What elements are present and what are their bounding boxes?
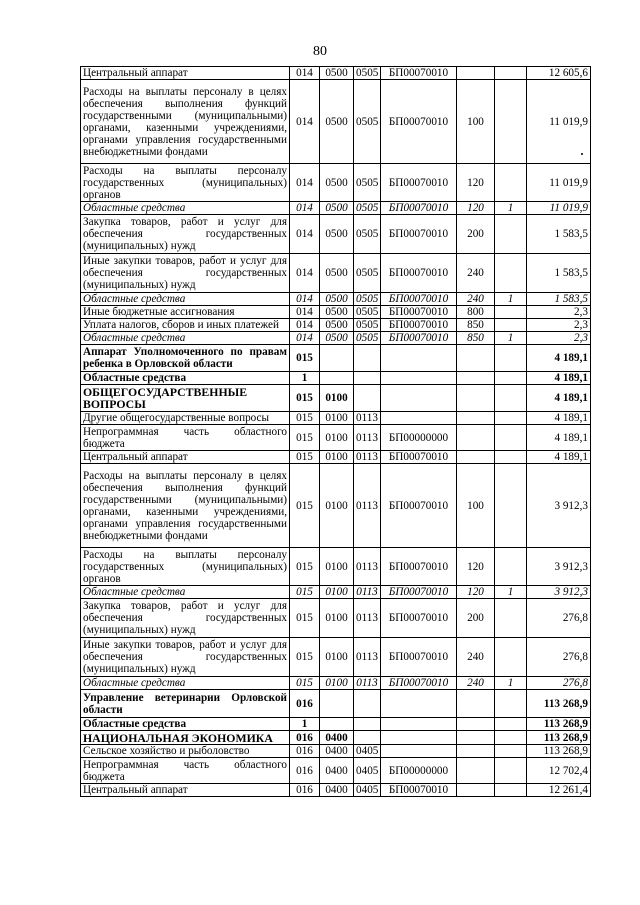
cell-e: 240 <box>457 293 495 306</box>
cell-e <box>457 451 495 464</box>
cell-d <box>381 412 457 425</box>
cell-b: 0500 <box>320 254 354 293</box>
table-row <box>81 745 591 758</box>
table-row <box>81 80 591 164</box>
cell-name: Сельское хозяйство и рыболовство <box>81 745 290 758</box>
cell-a: 1 <box>290 718 320 731</box>
cell-c: 0113 <box>354 548 381 586</box>
table-row <box>81 451 591 464</box>
cell-b <box>320 345 354 372</box>
cell-d: БП00070010 <box>381 784 457 797</box>
cell-e: 200 <box>457 599 495 638</box>
cell-e: 850 <box>457 332 495 345</box>
cell-name: Непрограммная часть областного бюджета <box>81 758 290 784</box>
cell-b: 0100 <box>320 638 354 677</box>
cell-b: 0500 <box>320 164 354 202</box>
table-row <box>81 254 591 293</box>
cell-a: 015 <box>290 345 320 372</box>
cell-a: 015 <box>290 638 320 677</box>
cell-f <box>495 254 527 293</box>
cell-c <box>354 345 381 372</box>
cell-name: Областные средства <box>81 372 290 385</box>
cell-d: БП00070010 <box>381 164 457 202</box>
cell-a: 015 <box>290 677 320 690</box>
cell-e: 120 <box>457 586 495 599</box>
cell-name: Областные средства <box>81 332 290 345</box>
cell-b: 0500 <box>320 67 354 80</box>
cell-e: 850 <box>457 319 495 332</box>
table-row <box>81 345 591 372</box>
cell-d <box>381 718 457 731</box>
cell-d: БП00070010 <box>381 80 457 164</box>
cell-a: 014 <box>290 67 320 80</box>
cell-name: Расходы на выплаты персоналу в целях обеспечения выполнения функций государственными (муниципальными) органами, казенными учреждениями, органами управления государственными внебюджетными фондами <box>81 80 290 164</box>
table-row <box>81 784 591 797</box>
cell-name: Иные закупки товаров, работ и услуг для обеспечения государственных (муниципальных) нужд <box>81 638 290 677</box>
cell-a: 016 <box>290 784 320 797</box>
cell-b <box>320 372 354 385</box>
cell-g: 276,8 <box>527 599 591 638</box>
cell-name: Расходы на выплаты персоналу государственных (муниципальных) органов <box>81 164 290 202</box>
cell-g: 3 912,3 <box>527 464 591 548</box>
cell-g: 2,3 <box>527 332 591 345</box>
cell-e: 240 <box>457 677 495 690</box>
cell-c: 0113 <box>354 586 381 599</box>
table-row <box>81 690 591 718</box>
cell-c: 0505 <box>354 215 381 254</box>
table-row <box>81 306 591 319</box>
cell-e <box>457 758 495 784</box>
cell-e: 120 <box>457 164 495 202</box>
cell-b: 0500 <box>320 306 354 319</box>
stray-mark <box>581 153 583 155</box>
table-row <box>81 586 591 599</box>
cell-e <box>457 345 495 372</box>
cell-a: 014 <box>290 202 320 215</box>
cell-g: 11 019,9 <box>527 80 591 164</box>
table-row <box>81 548 591 586</box>
cell-name: Другие общегосударственные вопросы <box>81 412 290 425</box>
cell-d: БП00070010 <box>381 586 457 599</box>
cell-f <box>495 412 527 425</box>
cell-f <box>495 306 527 319</box>
cell-b: 0100 <box>320 677 354 690</box>
cell-g: 4 189,1 <box>527 451 591 464</box>
cell-b: 0100 <box>320 425 354 451</box>
cell-g: 3 912,3 <box>527 548 591 586</box>
budget-table <box>80 66 591 797</box>
table-row <box>81 599 591 638</box>
cell-f <box>495 690 527 718</box>
cell-e <box>457 372 495 385</box>
cell-name: Центральный аппарат <box>81 67 290 80</box>
table-row <box>81 319 591 332</box>
cell-f <box>495 451 527 464</box>
cell-d: БП00070010 <box>381 599 457 638</box>
cell-b: 0100 <box>320 586 354 599</box>
cell-e: 100 <box>457 80 495 164</box>
cell-d: БП00070010 <box>381 451 457 464</box>
cell-c: 0113 <box>354 412 381 425</box>
cell-d: БП00070010 <box>381 254 457 293</box>
cell-c <box>354 718 381 731</box>
cell-a: 014 <box>290 80 320 164</box>
cell-f <box>495 548 527 586</box>
cell-c: 0505 <box>354 202 381 215</box>
cell-g: 12 702,4 <box>527 758 591 784</box>
cell-a: 014 <box>290 319 320 332</box>
cell-g: 113 268,9 <box>527 690 591 718</box>
cell-b: 0500 <box>320 80 354 164</box>
cell-a: 015 <box>290 385 320 412</box>
cell-f <box>495 758 527 784</box>
cell-e <box>457 412 495 425</box>
cell-e: 200 <box>457 215 495 254</box>
cell-d <box>381 345 457 372</box>
cell-d: БП00070010 <box>381 319 457 332</box>
cell-b: 0400 <box>320 758 354 784</box>
cell-c: 0505 <box>354 306 381 319</box>
table-row <box>81 385 591 412</box>
cell-a: 016 <box>290 758 320 784</box>
cell-name: Расходы на выплаты персоналу государственных (муниципальных) органов <box>81 548 290 586</box>
cell-name: Областные средства <box>81 586 290 599</box>
cell-name: Закупка товаров, работ и услуг для обеспечения государственных (муниципальных) нужд <box>81 599 290 638</box>
cell-e: 240 <box>457 638 495 677</box>
cell-name: Управление ветеринарии Орловской области <box>81 690 290 718</box>
cell-c: 0113 <box>354 638 381 677</box>
cell-a: 015 <box>290 599 320 638</box>
cell-g: 12 605,6 <box>527 67 591 80</box>
cell-name: Областные средства <box>81 293 290 306</box>
cell-d: БП00070010 <box>381 306 457 319</box>
cell-g: 11 019,9 <box>527 202 591 215</box>
cell-g: 3 912,3 <box>527 586 591 599</box>
cell-d: БП00070010 <box>381 548 457 586</box>
cell-g: 2,3 <box>527 319 591 332</box>
cell-a: 015 <box>290 464 320 548</box>
cell-d <box>381 385 457 412</box>
cell-d: БП00070010 <box>381 293 457 306</box>
cell-b: 0500 <box>320 202 354 215</box>
cell-a: 015 <box>290 425 320 451</box>
cell-e <box>457 690 495 718</box>
cell-f <box>495 638 527 677</box>
cell-b: 0100 <box>320 599 354 638</box>
cell-name: Областные средства <box>81 677 290 690</box>
table-row <box>81 731 591 745</box>
table-row <box>81 758 591 784</box>
cell-a: 014 <box>290 293 320 306</box>
cell-a: 014 <box>290 306 320 319</box>
cell-b: 0500 <box>320 319 354 332</box>
cell-a: 014 <box>290 332 320 345</box>
cell-g: 2,3 <box>527 306 591 319</box>
cell-a: 014 <box>290 164 320 202</box>
cell-d <box>381 690 457 718</box>
cell-g: 4 189,1 <box>527 425 591 451</box>
cell-b: 0400 <box>320 745 354 758</box>
cell-name: ОБЩЕГОСУДАРСТВЕННЫЕ ВОПРОСЫ <box>81 385 290 412</box>
cell-g: 12 261,4 <box>527 784 591 797</box>
cell-f: 1 <box>495 677 527 690</box>
cell-f <box>495 319 527 332</box>
cell-a: 014 <box>290 215 320 254</box>
cell-d: БП00070010 <box>381 332 457 345</box>
cell-f: 1 <box>495 332 527 345</box>
table-row <box>81 164 591 202</box>
cell-f <box>495 425 527 451</box>
cell-c <box>354 731 381 745</box>
cell-name: Аппарат Уполномоченного по правам ребенка в Орловской области <box>81 345 290 372</box>
page-number: 80 <box>313 44 327 59</box>
cell-e <box>457 718 495 731</box>
table-row <box>81 718 591 731</box>
cell-e <box>457 745 495 758</box>
cell-f <box>495 784 527 797</box>
table-row <box>81 202 591 215</box>
table-row <box>81 425 591 451</box>
cell-c: 0113 <box>354 677 381 690</box>
cell-e: 800 <box>457 306 495 319</box>
table-row <box>81 677 591 690</box>
cell-b: 0100 <box>320 385 354 412</box>
cell-f <box>495 464 527 548</box>
cell-b: 0100 <box>320 412 354 425</box>
cell-c: 0505 <box>354 67 381 80</box>
cell-name: Иные закупки товаров, работ и услуг для обеспечения государственных (муниципальных) нужд <box>81 254 290 293</box>
cell-name: Уплата налогов, сборов и иных платежей <box>81 319 290 332</box>
table-row <box>81 412 591 425</box>
cell-e: 240 <box>457 254 495 293</box>
cell-g: 4 189,1 <box>527 345 591 372</box>
cell-g: 4 189,1 <box>527 385 591 412</box>
cell-c <box>354 372 381 385</box>
cell-c <box>354 385 381 412</box>
cell-g: 276,8 <box>527 677 591 690</box>
cell-e: 120 <box>457 548 495 586</box>
cell-a: 016 <box>290 745 320 758</box>
cell-d: БП00070010 <box>381 202 457 215</box>
cell-a: 015 <box>290 412 320 425</box>
cell-e: 120 <box>457 202 495 215</box>
cell-a: 015 <box>290 586 320 599</box>
cell-f: 1 <box>495 202 527 215</box>
table-row <box>81 293 591 306</box>
cell-f <box>495 718 527 731</box>
cell-d <box>381 745 457 758</box>
cell-f: 1 <box>495 293 527 306</box>
cell-d: БП00000000 <box>381 758 457 784</box>
cell-g: 1 583,5 <box>527 215 591 254</box>
cell-d: БП00070010 <box>381 464 457 548</box>
cell-g: 1 583,5 <box>527 254 591 293</box>
cell-f <box>495 164 527 202</box>
cell-c: 0113 <box>354 599 381 638</box>
cell-d: БП00070010 <box>381 67 457 80</box>
cell-a: 015 <box>290 451 320 464</box>
cell-d: БП00070010 <box>381 638 457 677</box>
cell-f <box>495 372 527 385</box>
cell-name: Центральный аппарат <box>81 784 290 797</box>
cell-e <box>457 425 495 451</box>
cell-c: 0505 <box>354 164 381 202</box>
cell-c: 0405 <box>354 745 381 758</box>
cell-e <box>457 385 495 412</box>
cell-b: 0400 <box>320 731 354 745</box>
cell-f <box>495 345 527 372</box>
cell-d: БП00000000 <box>381 425 457 451</box>
cell-d <box>381 731 457 745</box>
cell-c: 0505 <box>354 332 381 345</box>
table-row <box>81 215 591 254</box>
cell-g: 11 019,9 <box>527 164 591 202</box>
cell-d: БП00070010 <box>381 215 457 254</box>
cell-f: 1 <box>495 586 527 599</box>
cell-c: 0113 <box>354 451 381 464</box>
cell-g: 4 189,1 <box>527 412 591 425</box>
table-row <box>81 464 591 548</box>
cell-f <box>495 215 527 254</box>
table-row <box>81 332 591 345</box>
cell-name: Областные средства <box>81 718 290 731</box>
cell-a: 015 <box>290 548 320 586</box>
cell-f <box>495 599 527 638</box>
cell-b: 0400 <box>320 784 354 797</box>
cell-b: 0100 <box>320 451 354 464</box>
cell-c: 0113 <box>354 425 381 451</box>
cell-a: 016 <box>290 731 320 745</box>
cell-c <box>354 690 381 718</box>
cell-d <box>381 372 457 385</box>
cell-a: 014 <box>290 254 320 293</box>
cell-a: 016 <box>290 690 320 718</box>
cell-e <box>457 784 495 797</box>
table-row <box>81 638 591 677</box>
cell-b: 0500 <box>320 215 354 254</box>
cell-f <box>495 385 527 412</box>
cell-name: Центральный аппарат <box>81 451 290 464</box>
cell-name: Областные средства <box>81 202 290 215</box>
cell-b <box>320 690 354 718</box>
cell-b: 0500 <box>320 293 354 306</box>
cell-c: 0405 <box>354 784 381 797</box>
cell-name: Расходы на выплаты персоналу в целях обеспечения выполнения функций государственными (муниципальными) органами, казенными учреждениями, органами управления государственными внебюджетными фондами <box>81 464 290 548</box>
cell-f <box>495 67 527 80</box>
cell-c: 0505 <box>354 254 381 293</box>
cell-b <box>320 718 354 731</box>
cell-e <box>457 731 495 745</box>
table-row <box>81 67 591 80</box>
table-row <box>81 372 591 385</box>
cell-b: 0500 <box>320 332 354 345</box>
cell-c: 0113 <box>354 464 381 548</box>
cell-name: НАЦИОНАЛЬНАЯ ЭКОНОМИКА <box>81 731 290 745</box>
cell-e <box>457 67 495 80</box>
cell-b: 0100 <box>320 464 354 548</box>
cell-f <box>495 731 527 745</box>
cell-g: 113 268,9 <box>527 731 591 745</box>
cell-g: 113 268,9 <box>527 745 591 758</box>
cell-c: 0505 <box>354 80 381 164</box>
cell-g: 113 268,9 <box>527 718 591 731</box>
cell-g: 276,8 <box>527 638 591 677</box>
cell-c: 0405 <box>354 758 381 784</box>
cell-name: Непрограммная часть областного бюджета <box>81 425 290 451</box>
cell-e: 100 <box>457 464 495 548</box>
cell-a: 1 <box>290 372 320 385</box>
cell-f <box>495 745 527 758</box>
cell-c: 0505 <box>354 319 381 332</box>
cell-b: 0100 <box>320 548 354 586</box>
cell-d: БП00070010 <box>381 677 457 690</box>
cell-g: 4 189,1 <box>527 372 591 385</box>
cell-c: 0505 <box>354 293 381 306</box>
cell-name: Закупка товаров, работ и услуг для обеспечения государственных (муниципальных) нужд <box>81 215 290 254</box>
cell-f <box>495 80 527 164</box>
cell-name: Иные бюджетные ассигнования <box>81 306 290 319</box>
cell-g: 1 583,5 <box>527 293 591 306</box>
